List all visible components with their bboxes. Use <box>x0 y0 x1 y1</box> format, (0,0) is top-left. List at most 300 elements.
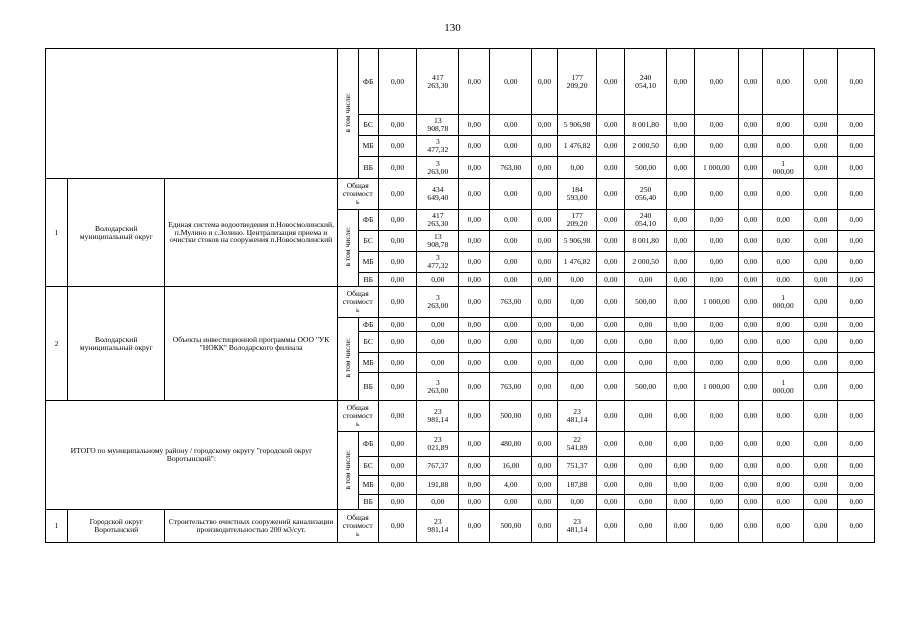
value-cell: 763,00 <box>490 287 532 318</box>
value-cell: 8 001,80 <box>625 231 667 252</box>
value-cell: 0,00 <box>625 332 667 353</box>
value-cell: 0,00 <box>667 510 695 543</box>
value-cell: 0,00 <box>667 136 695 157</box>
value-cell: 0,00 <box>838 49 875 115</box>
value-cell: 0,00 <box>804 495 838 510</box>
value-cell: 0,00 <box>597 179 625 210</box>
total-label-cell: ИТОГО по муниципальному району / городскому округу "городской округ Воротынский": <box>46 401 338 510</box>
value-cell: 0,00 <box>459 136 490 157</box>
value-cell: 0,00 <box>667 179 695 210</box>
value-cell: 0,00 <box>763 210 804 231</box>
value-cell: 0,00 <box>417 495 459 510</box>
value-cell: 23 981,14 <box>417 401 459 432</box>
value-cell: 0,00 <box>738 432 762 457</box>
value-cell: 177 209,20 <box>557 210 597 231</box>
value-cell: 0,00 <box>763 136 804 157</box>
value-cell: 0,00 <box>378 495 417 510</box>
object-cell: Объекты инвестиционной программы ООО "УК "НОКК" Володарского филиала <box>165 287 337 401</box>
value-cell: 500,00 <box>625 287 667 318</box>
source-code-cell: ФБ <box>358 210 378 231</box>
value-cell: 0,00 <box>597 287 625 318</box>
value-cell: 0,00 <box>378 136 417 157</box>
table-row <box>46 287 875 318</box>
value-cell: 0,00 <box>459 252 490 273</box>
value-cell: 0,00 <box>838 318 875 332</box>
value-cell: 23 981,14 <box>417 510 459 543</box>
value-cell: 0,00 <box>738 49 762 115</box>
value-cell: 0,00 <box>804 318 838 332</box>
value-cell: 0,00 <box>532 332 557 353</box>
including-label-cell <box>337 49 358 179</box>
value-cell: 0,00 <box>490 179 532 210</box>
value-cell: 0,00 <box>838 231 875 252</box>
value-cell: 0,00 <box>804 457 838 476</box>
blank-label-cell <box>46 49 338 179</box>
value-cell: 0,00 <box>667 457 695 476</box>
value-cell: 0,00 <box>490 353 532 373</box>
value-cell: 0,00 <box>763 115 804 136</box>
total-cost-label: Общая стоимост ь <box>337 287 378 318</box>
value-cell: 763,00 <box>490 373 532 401</box>
value-cell: 23 481,14 <box>557 510 597 543</box>
value-cell: 0,00 <box>532 401 557 432</box>
value-cell: 0,00 <box>738 252 762 273</box>
value-cell: 0,00 <box>557 318 597 332</box>
value-cell: 0,00 <box>532 157 557 179</box>
district-cell: Володарский муниципальный округ <box>68 287 165 401</box>
value-cell: 0,00 <box>738 157 762 179</box>
value-cell: 0,00 <box>378 179 417 210</box>
value-cell: 0,00 <box>557 373 597 401</box>
value-cell: 0,00 <box>694 353 738 373</box>
value-cell: 0,00 <box>532 49 557 115</box>
value-cell: 0,00 <box>838 287 875 318</box>
value-cell: 0,00 <box>738 115 762 136</box>
value-cell: 0,00 <box>625 318 667 332</box>
value-cell: 0,00 <box>667 49 695 115</box>
value-cell: 0,00 <box>694 115 738 136</box>
table-row <box>46 401 875 432</box>
value-cell: 0,00 <box>763 332 804 353</box>
value-cell: 0,00 <box>597 401 625 432</box>
value-cell: 3 263,00 <box>417 157 459 179</box>
value-cell: 0,00 <box>597 157 625 179</box>
value-cell: 0,00 <box>532 287 557 318</box>
value-cell: 0,00 <box>490 318 532 332</box>
value-cell: 0,00 <box>459 476 490 495</box>
value-cell: 0,00 <box>597 273 625 287</box>
value-cell: 0,00 <box>838 457 875 476</box>
value-cell: 0,00 <box>804 231 838 252</box>
value-cell: 0,00 <box>763 495 804 510</box>
value-cell: 0,00 <box>532 353 557 373</box>
value-cell: 3 263,00 <box>417 287 459 318</box>
value-cell: 0,00 <box>838 115 875 136</box>
value-cell: 500,00 <box>490 401 532 432</box>
value-cell: 0,00 <box>763 353 804 373</box>
value-cell: 0,00 <box>459 231 490 252</box>
value-cell: 0,00 <box>738 373 762 401</box>
value-cell: 0,00 <box>459 273 490 287</box>
value-cell: 0,00 <box>763 273 804 287</box>
value-cell: 0,00 <box>490 332 532 353</box>
source-code-cell: ФБ <box>358 49 378 115</box>
value-cell: 0,00 <box>838 495 875 510</box>
value-cell: 0,00 <box>838 136 875 157</box>
value-cell: 0,00 <box>597 432 625 457</box>
value-cell: 0,00 <box>597 318 625 332</box>
value-cell: 0,00 <box>738 476 762 495</box>
value-cell: 0,00 <box>738 231 762 252</box>
value-cell: 0,00 <box>738 401 762 432</box>
value-cell: 1 476,82 <box>557 252 597 273</box>
table-row <box>46 49 875 115</box>
value-cell: 0,00 <box>459 287 490 318</box>
including-label: в том числе: <box>342 92 352 133</box>
value-cell: 13 908,78 <box>417 231 459 252</box>
value-cell: 0,00 <box>378 157 417 179</box>
value-cell: 0,00 <box>804 157 838 179</box>
value-cell: 0,00 <box>532 510 557 543</box>
value-cell: 0,00 <box>378 287 417 318</box>
value-cell: 0,00 <box>625 401 667 432</box>
value-cell: 480,00 <box>490 432 532 457</box>
value-cell: 0,00 <box>838 157 875 179</box>
value-cell: 417 263,30 <box>417 49 459 115</box>
value-cell: 0,00 <box>490 495 532 510</box>
value-cell: 0,00 <box>804 179 838 210</box>
value-cell: 500,00 <box>625 373 667 401</box>
value-cell: 763,00 <box>490 157 532 179</box>
value-cell: 0,00 <box>532 476 557 495</box>
value-cell: 0,00 <box>804 373 838 401</box>
including-label-cell <box>337 432 358 510</box>
value-cell: 0,00 <box>763 318 804 332</box>
value-cell: 0,00 <box>667 401 695 432</box>
source-code-cell: ВБ <box>358 273 378 287</box>
value-cell: 0,00 <box>838 252 875 273</box>
value-cell: 0,00 <box>694 495 738 510</box>
value-cell: 0,00 <box>625 353 667 373</box>
value-cell: 0,00 <box>378 353 417 373</box>
value-cell: 0,00 <box>694 179 738 210</box>
value-cell: 0,00 <box>763 252 804 273</box>
value-cell: 0,00 <box>459 210 490 231</box>
source-code-cell: ВБ <box>358 157 378 179</box>
including-label: в том числе: <box>342 338 352 378</box>
value-cell: 0,00 <box>459 510 490 543</box>
value-cell: 0,00 <box>378 457 417 476</box>
value-cell: 0,00 <box>490 210 532 231</box>
value-cell: 0,00 <box>378 49 417 115</box>
value-cell: 0,00 <box>557 495 597 510</box>
source-code-cell: МБ <box>358 353 378 373</box>
value-cell: 0,00 <box>804 332 838 353</box>
value-cell: 0,00 <box>738 457 762 476</box>
value-cell: 0,00 <box>557 353 597 373</box>
value-cell: 0,00 <box>694 49 738 115</box>
value-cell: 0,00 <box>625 495 667 510</box>
value-cell: 0,00 <box>597 115 625 136</box>
value-cell: 0,00 <box>667 495 695 510</box>
value-cell: 0,00 <box>532 373 557 401</box>
value-cell: 0,00 <box>763 457 804 476</box>
value-cell: 0,00 <box>490 49 532 115</box>
value-cell: 0,00 <box>804 115 838 136</box>
value-cell: 0,00 <box>738 332 762 353</box>
value-cell: 0,00 <box>738 136 762 157</box>
value-cell: 5 906,98 <box>557 115 597 136</box>
value-cell: 0,00 <box>667 432 695 457</box>
value-cell: 0,00 <box>459 457 490 476</box>
value-cell: 23 021,89 <box>417 432 459 457</box>
value-cell: 0,00 <box>763 401 804 432</box>
value-cell: 240 054,10 <box>625 210 667 231</box>
value-cell: 0,00 <box>625 457 667 476</box>
source-code-cell: БС <box>358 457 378 476</box>
value-cell: 0,00 <box>667 353 695 373</box>
value-cell: 0,00 <box>490 136 532 157</box>
value-cell: 0,00 <box>667 287 695 318</box>
value-cell: 0,00 <box>625 476 667 495</box>
value-cell: 0,00 <box>738 510 762 543</box>
value-cell: 0,00 <box>838 332 875 353</box>
value-cell: 0,00 <box>532 179 557 210</box>
value-cell: 0,00 <box>459 332 490 353</box>
value-cell: 0,00 <box>597 231 625 252</box>
value-cell: 0,00 <box>804 432 838 457</box>
value-cell: 250 056,40 <box>625 179 667 210</box>
value-cell: 0,00 <box>763 476 804 495</box>
value-cell: 16,00 <box>490 457 532 476</box>
value-cell: 2 000,50 <box>625 136 667 157</box>
value-cell: 0,00 <box>557 273 597 287</box>
value-cell: 0,00 <box>694 136 738 157</box>
value-cell: 0,00 <box>667 318 695 332</box>
value-cell: 0,00 <box>378 373 417 401</box>
value-cell: 0,00 <box>804 49 838 115</box>
value-cell: 0,00 <box>804 136 838 157</box>
value-cell: 0,00 <box>532 115 557 136</box>
value-cell: 191,88 <box>417 476 459 495</box>
source-code-cell: МБ <box>358 476 378 495</box>
value-cell: 0,00 <box>738 273 762 287</box>
value-cell: 0,00 <box>694 210 738 231</box>
object-cell: Строительство очистных сооружений канализации производительностью 200 м3/сут. <box>165 510 337 543</box>
value-cell: 0,00 <box>378 318 417 332</box>
value-cell: 0,00 <box>694 252 738 273</box>
source-code-cell: МБ <box>358 136 378 157</box>
value-cell: 0,00 <box>378 332 417 353</box>
value-cell: 0,00 <box>490 115 532 136</box>
value-cell: 0,00 <box>625 273 667 287</box>
value-cell: 0,00 <box>804 476 838 495</box>
value-cell: 0,00 <box>459 157 490 179</box>
value-cell: 177 209,20 <box>557 49 597 115</box>
value-cell: 0,00 <box>378 231 417 252</box>
value-cell: 0,00 <box>763 179 804 210</box>
value-cell: 0,00 <box>667 115 695 136</box>
value-cell: 0,00 <box>804 287 838 318</box>
value-cell: 0,00 <box>667 210 695 231</box>
budget-table <box>45 48 875 543</box>
district-cell: Володарский муниципальный округ <box>68 179 165 287</box>
value-cell: 240 054,10 <box>625 49 667 115</box>
value-cell: 0,00 <box>804 252 838 273</box>
value-cell: 0,00 <box>804 210 838 231</box>
value-cell: 0,00 <box>490 273 532 287</box>
value-cell: 0,00 <box>763 510 804 543</box>
value-cell: 0,00 <box>557 332 597 353</box>
value-cell: 0,00 <box>838 210 875 231</box>
value-cell: 0,00 <box>738 495 762 510</box>
value-cell: 0,00 <box>597 332 625 353</box>
value-cell: 0,00 <box>459 115 490 136</box>
value-cell: 0,00 <box>532 318 557 332</box>
value-cell: 0,00 <box>838 373 875 401</box>
value-cell: 1 000,00 <box>763 287 804 318</box>
source-code-cell: ВБ <box>358 373 378 401</box>
value-cell: 187,88 <box>557 476 597 495</box>
source-code-cell: БС <box>358 332 378 353</box>
value-cell: 0,00 <box>459 432 490 457</box>
value-cell: 0,00 <box>667 373 695 401</box>
value-cell: 0,00 <box>532 432 557 457</box>
value-cell: 0,00 <box>378 115 417 136</box>
value-cell: 0,00 <box>804 353 838 373</box>
value-cell: 0,00 <box>459 373 490 401</box>
value-cell: 0,00 <box>459 318 490 332</box>
value-cell: 0,00 <box>838 476 875 495</box>
value-cell: 500,00 <box>625 157 667 179</box>
value-cell: 0,00 <box>597 49 625 115</box>
value-cell: 0,00 <box>532 252 557 273</box>
value-cell: 4,00 <box>490 476 532 495</box>
value-cell: 0,00 <box>459 179 490 210</box>
value-cell: 0,00 <box>838 273 875 287</box>
source-code-cell: ФБ <box>358 432 378 457</box>
value-cell: 23 481,14 <box>557 401 597 432</box>
value-cell: 0,00 <box>694 457 738 476</box>
value-cell: 0,00 <box>694 318 738 332</box>
value-cell: 0,00 <box>667 252 695 273</box>
value-cell: 0,00 <box>667 332 695 353</box>
value-cell: 0,00 <box>694 476 738 495</box>
value-cell: 0,00 <box>459 353 490 373</box>
value-cell: 751,37 <box>557 457 597 476</box>
value-cell: 5 906,98 <box>557 231 597 252</box>
source-code-cell: БС <box>358 231 378 252</box>
value-cell: 3 477,32 <box>417 136 459 157</box>
value-cell: 0,00 <box>490 231 532 252</box>
value-cell: 417 263,30 <box>417 210 459 231</box>
value-cell: 0,00 <box>490 252 532 273</box>
value-cell: 0,00 <box>804 401 838 432</box>
value-cell: 0,00 <box>763 432 804 457</box>
district-cell: Городской округ Воротынский <box>68 510 165 543</box>
value-cell: 0,00 <box>597 457 625 476</box>
value-cell: 0,00 <box>378 401 417 432</box>
page-number: 130 <box>444 22 461 34</box>
value-cell: 1 000,00 <box>763 373 804 401</box>
value-cell: 0,00 <box>532 210 557 231</box>
value-cell: 0,00 <box>738 353 762 373</box>
value-cell: 0,00 <box>763 49 804 115</box>
value-cell: 0,00 <box>838 510 875 543</box>
value-cell: 0,00 <box>597 353 625 373</box>
value-cell: 0,00 <box>763 231 804 252</box>
value-cell: 0,00 <box>804 273 838 287</box>
source-code-cell: БС <box>358 115 378 136</box>
value-cell: 0,00 <box>625 432 667 457</box>
including-label: в том числе: <box>342 227 352 267</box>
source-code-cell: МБ <box>358 252 378 273</box>
value-cell: 2 000,50 <box>625 252 667 273</box>
value-cell: 0,00 <box>459 49 490 115</box>
value-cell: 0,00 <box>838 353 875 373</box>
row-number-cell: 2 <box>46 287 68 401</box>
value-cell: 0,00 <box>532 136 557 157</box>
value-cell: 1 000,00 <box>763 157 804 179</box>
value-cell: 0,00 <box>417 332 459 353</box>
table-row <box>46 510 875 543</box>
value-cell: 0,00 <box>378 510 417 543</box>
value-cell: 0,00 <box>838 432 875 457</box>
value-cell: 0,00 <box>378 273 417 287</box>
value-cell: 0,00 <box>459 495 490 510</box>
value-cell: 1 476,82 <box>557 136 597 157</box>
value-cell: 0,00 <box>667 231 695 252</box>
value-cell: 0,00 <box>597 510 625 543</box>
value-cell: 0,00 <box>597 373 625 401</box>
including-label-cell <box>337 210 358 287</box>
value-cell: 0,00 <box>597 210 625 231</box>
value-cell: 434 649,40 <box>417 179 459 210</box>
value-cell: 1 000,00 <box>694 373 738 401</box>
value-cell: 0,00 <box>804 510 838 543</box>
source-code-cell: ВБ <box>358 495 378 510</box>
total-cost-label: Общая стоимост ь <box>337 510 378 543</box>
value-cell: 0,00 <box>694 273 738 287</box>
value-cell: 0,00 <box>417 353 459 373</box>
value-cell: 0,00 <box>532 231 557 252</box>
row-number-cell: 1 <box>46 179 68 287</box>
value-cell: 0,00 <box>417 273 459 287</box>
value-cell: 0,00 <box>625 510 667 543</box>
value-cell: 0,00 <box>738 179 762 210</box>
value-cell: 767,37 <box>417 457 459 476</box>
value-cell: 0,00 <box>557 287 597 318</box>
value-cell: 22 541,89 <box>557 432 597 457</box>
including-label-cell <box>337 318 358 401</box>
source-code-cell: ФБ <box>358 318 378 332</box>
value-cell: 13 908,78 <box>417 115 459 136</box>
value-cell: 0,00 <box>532 273 557 287</box>
value-cell: 0,00 <box>378 252 417 273</box>
table-row <box>46 179 875 210</box>
value-cell: 0,00 <box>738 210 762 231</box>
value-cell: 1 000,00 <box>694 287 738 318</box>
value-cell: 0,00 <box>694 332 738 353</box>
value-cell: 0,00 <box>532 457 557 476</box>
row-number-cell: 1 <box>46 510 68 543</box>
value-cell: 0,00 <box>597 136 625 157</box>
including-label: в том числе: <box>342 449 352 490</box>
value-cell: 0,00 <box>557 157 597 179</box>
value-cell: 1 000,00 <box>694 157 738 179</box>
value-cell: 0,00 <box>597 495 625 510</box>
value-cell: 0,00 <box>694 401 738 432</box>
